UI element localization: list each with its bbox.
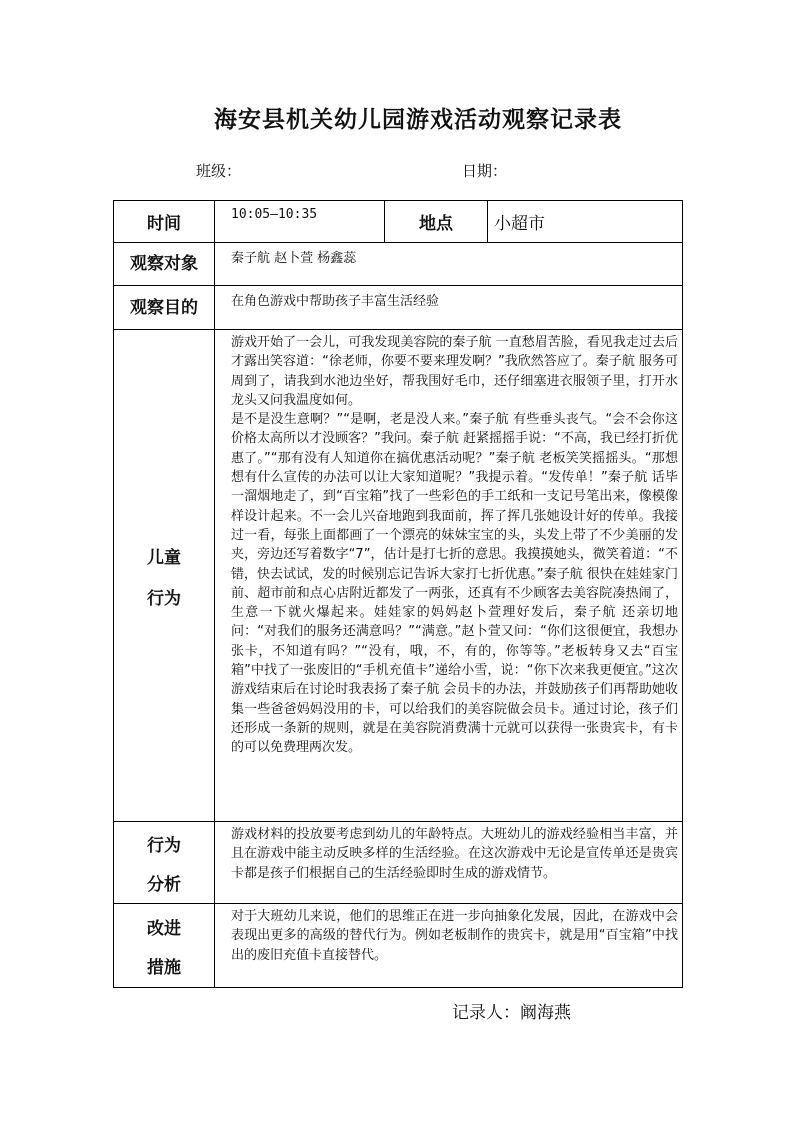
behavior-label-line-1: 儿童 xyxy=(147,547,181,568)
analysis-text: 游戏材料的投放要考虑到幼儿的年龄特点。大班幼儿的游戏经验相当丰富，并且在游戏中能主动反映多样的生活经验。在这次游戏中无论是宣传单还是贵宾卡都是孩子们根据自己的生活经验即时生成的游戏情节。 xyxy=(215,822,683,904)
analysis-label-line-1: 行为 xyxy=(147,835,181,856)
improvement-row xyxy=(114,904,683,988)
class-label: 班级： xyxy=(196,162,242,180)
purpose-label: 观察目的 xyxy=(114,286,215,330)
subject-label: 观察对象 xyxy=(114,243,215,286)
place-label: 地点 xyxy=(385,201,488,243)
recorder-signature: 记录人：阚海燕 xyxy=(452,1003,571,1023)
time-label: 时间 xyxy=(114,201,215,243)
observation-record-table xyxy=(113,200,683,988)
improvement-label-line-2: 措施 xyxy=(147,957,181,978)
date-label: 日期： xyxy=(462,162,508,180)
behavior-paragraph: 是不是没生意啊？”“是啊，老是没人来。”秦子航 有些垂头丧气。“会不会你这价格太高所以才没顾客？”我问。秦子航 赶紧摇摇手说：“不高，我已经打折优惠了。”“那有没有人知道你在搞优惠活动呢？”秦子航 老板笑笑摇摇头。“那想想有什么宣传的办法可以让大家知道呢？”我提示着。“发传单！”秦子航 话毕一溜烟地走了，到“百宝箱”找了一些彩色的手工纸和一支记号笔出来，像模像样设计起来。不一会儿兴奋地跑到我面前，挥了挥几张她设计好的传单。我接过一看，每张上面都画了一个漂亮的妹妹宝宝的头，头发上带了不少美丽的发夹，旁边还写着数字“7”，估计是打七折的意思。我摸摸她头，微笑着道：“不错，快去试试，发的时候别忘记告诉大家打七折优惠。”秦子航 很快在娃娃家门前、超市前和点心店附近都发了一两张，还真有不少顾客去美容院凑热闹了，生意一下就火爆起来。娃娃家的妈妈赵卜萱理好发后，秦子航 还亲切地问：“对我们的服务还满意吗？”“满意。”赵卜萱又问：“你们这很便宜，我想办张卡，不知道有吗？”“没有，哦，不，有的，你等等。”老板转身又去“百宝箱”中找了一张废旧的“手机充值卡”递给小雪，说：“你下次来我更便宜。”这次游戏结束后在讨论时我表扬了秦子航 会员卡的办法，并鼓励孩子们再帮助她收集一些爸爸妈妈没用的卡，可以给我们的美容院做会员卡。通过讨论，孩子们还形成一条新的规则，就是在美容院消费满十元就可以获得一张贵宾卡，有卡的可以免费理两次发。 xyxy=(231,412,678,756)
behavior-paragraph: 游戏开始了一会儿，可我发现美容院的秦子航 一直愁眉苦脸，看见我走过去后才露出笑容道：“徐老师，你要不要来理发啊？”我欣然答应了。秦子航 服务可周到了，请我到水池边坐好，帮我围好毛巾，还仔细塞进衣服领子里，打开水龙头又问我温度如何。 xyxy=(231,335,678,408)
behavior-row xyxy=(114,330,683,822)
analysis-label xyxy=(114,822,215,904)
behavior-text xyxy=(215,330,683,822)
analysis-label-line-2: 分析 xyxy=(147,874,181,895)
subject-row xyxy=(114,243,683,286)
time-place-row xyxy=(114,201,683,243)
time-value: 10:05—10:35 xyxy=(215,201,385,243)
purpose-row xyxy=(114,286,683,330)
analysis-row xyxy=(114,822,683,904)
improvement-text: 对于大班幼儿来说，他们的思维正在进一步向抽象化发展，因此，在游戏中会表现出更多的高级的替代行为。例如老板制作的贵宾卡，就是用“百宝箱”中找出的废旧充值卡直接替代。 xyxy=(215,904,683,988)
page-title: 海安县机关幼儿园游戏活动观察记录表 xyxy=(214,107,622,133)
behavior-label xyxy=(114,330,215,822)
improvement-label xyxy=(114,904,215,988)
place-value: 小超市 xyxy=(488,201,683,243)
improvement-label-line-1: 改进 xyxy=(147,918,181,939)
purpose-value: 在角色游戏中帮助孩子丰富生活经验 xyxy=(215,286,683,330)
subject-value: 秦子航 赵卜萱 杨鑫蕊 xyxy=(215,243,683,286)
behavior-label-line-2: 行为 xyxy=(147,588,181,609)
